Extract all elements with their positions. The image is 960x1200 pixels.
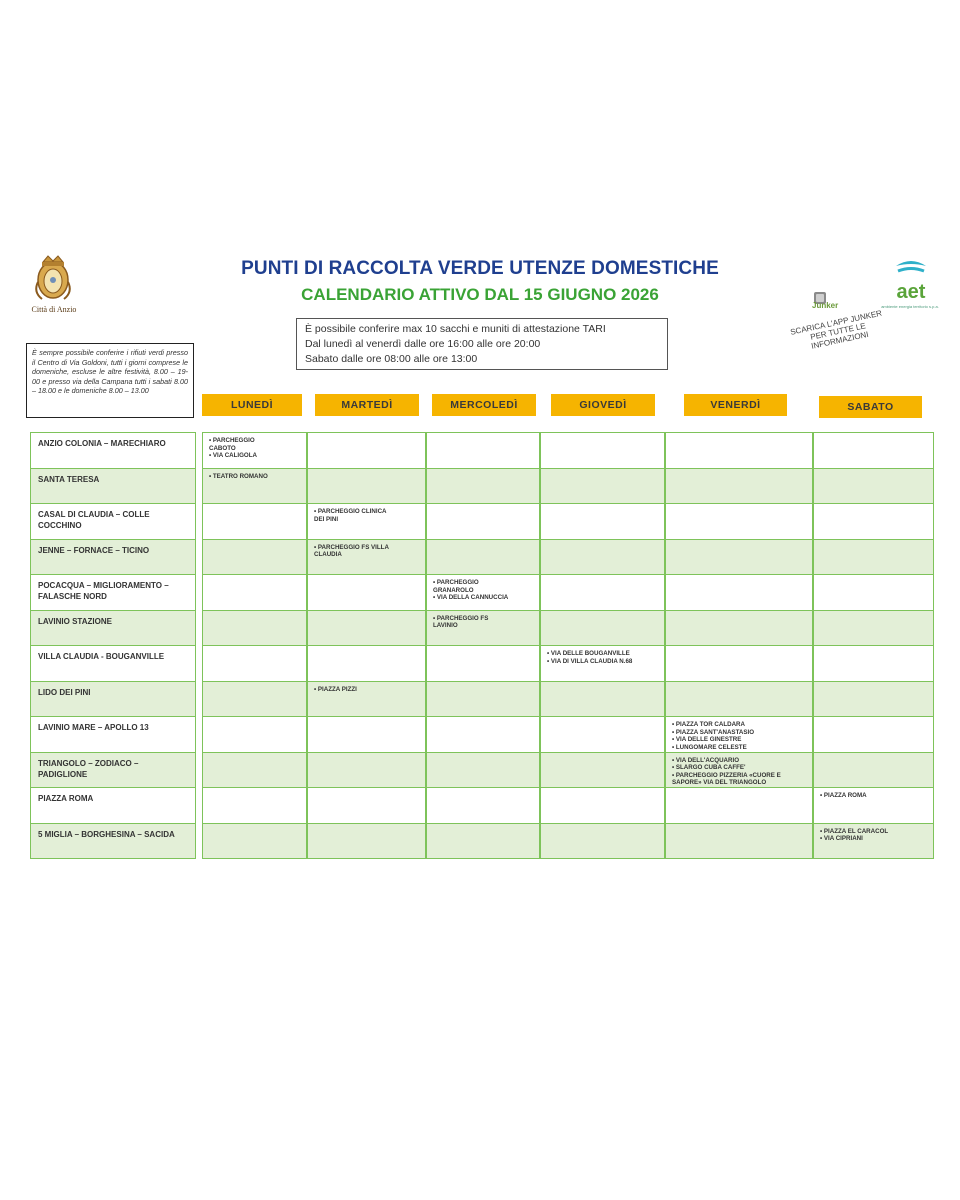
schedule-cell bbox=[202, 823, 307, 860]
zone-cell bbox=[30, 468, 196, 505]
collection-point: • PARCHEGGIO bbox=[209, 437, 255, 444]
schedule-cell bbox=[307, 645, 426, 682]
collection-point: • LUNGOMARE CELESTE bbox=[672, 743, 747, 751]
day-header-tuesday: MARTEDÌ bbox=[315, 394, 419, 416]
schedule-cell bbox=[426, 468, 540, 505]
zone-name: CASAL DI CLAUDIA – COLLE COCCHINO bbox=[38, 510, 150, 530]
collection-point: • PIAZZA TOR CALDARA bbox=[672, 721, 745, 728]
collection-point: • TEATRO ROMANO bbox=[209, 472, 268, 480]
collection-point: GRANAROLO bbox=[433, 586, 474, 594]
collection-point: • PARCHEGGIO FS VILLA bbox=[314, 543, 389, 551]
info-line-limit: È possibile conferire max 10 sacchi e muniti di attestazione TARI bbox=[305, 323, 606, 335]
schedule-cell bbox=[540, 432, 665, 469]
collection-point: • PIAZZA ROMA bbox=[820, 792, 867, 799]
schedule-cell bbox=[426, 645, 540, 682]
schedule-table bbox=[30, 432, 934, 870]
schedule-cell bbox=[307, 574, 426, 611]
zone-cell bbox=[30, 539, 196, 576]
schedule-cell bbox=[813, 503, 934, 540]
collection-point-list bbox=[547, 650, 632, 665]
schedule-cell bbox=[426, 716, 540, 753]
schedule-cell bbox=[813, 645, 934, 682]
schedule-cell bbox=[202, 716, 307, 753]
collection-point-list bbox=[433, 579, 508, 602]
collection-point: • VIA DELLE BOUGANVILLE bbox=[547, 650, 630, 657]
zone-name: ANZIO COLONIA – MARECHIARO bbox=[38, 439, 166, 448]
collection-point: • PARCHEGGIO bbox=[433, 579, 479, 586]
schedule-cell bbox=[540, 645, 665, 682]
schedule-cell bbox=[813, 681, 934, 718]
schedule-cell bbox=[426, 610, 540, 647]
page-title: PUNTI DI RACCOLTA VERDE UTENZE DOMESTICHE bbox=[241, 258, 719, 279]
schedule-cell bbox=[665, 716, 813, 753]
schedule-cell bbox=[813, 610, 934, 647]
collection-point: • PIAZZA EL CARACOL bbox=[820, 827, 889, 835]
collection-point: DEI PINI bbox=[314, 515, 339, 523]
collection-point: • SLARGO CUBA CAFFE' bbox=[672, 764, 746, 772]
schedule-cell bbox=[426, 752, 540, 789]
schedule-cell bbox=[665, 787, 813, 824]
schedule-cell bbox=[202, 681, 307, 718]
zone-cell bbox=[30, 610, 196, 647]
collection-point-list bbox=[820, 828, 888, 843]
schedule-cell bbox=[813, 752, 934, 789]
schedule-cell bbox=[540, 787, 665, 824]
schedule-cell bbox=[665, 503, 813, 540]
schedule-cell bbox=[665, 539, 813, 576]
zone-name: LAVINIO MARE – APOLLO 13 bbox=[38, 723, 149, 732]
schedule-cell bbox=[307, 681, 426, 718]
schedule-cell bbox=[426, 823, 540, 860]
schedule-cell bbox=[202, 752, 307, 789]
schedule-cell bbox=[813, 468, 934, 505]
schedule-cell bbox=[813, 539, 934, 576]
schedule-cell bbox=[540, 823, 665, 860]
schedule-cell bbox=[665, 610, 813, 647]
schedule-cell bbox=[426, 432, 540, 469]
schedule-cell bbox=[307, 432, 426, 469]
schedule-cell bbox=[813, 432, 934, 469]
junker-logo-text: Junker bbox=[812, 301, 839, 310]
schedule-cell bbox=[665, 823, 813, 860]
schedule-cell bbox=[202, 539, 307, 576]
schedule-cell bbox=[426, 539, 540, 576]
schedule-cell bbox=[665, 432, 813, 469]
zone-cell bbox=[30, 681, 196, 718]
collection-point: • PARCHEGGIO CLINICA bbox=[314, 508, 387, 515]
aet-logo bbox=[888, 258, 934, 304]
aet-logo-text: aet bbox=[896, 281, 926, 303]
schedule-cell bbox=[307, 610, 426, 647]
schedule-cell bbox=[665, 468, 813, 505]
schedule-cell bbox=[665, 645, 813, 682]
schedule-cell bbox=[813, 574, 934, 611]
schedule-cell bbox=[202, 468, 307, 505]
schedule-cell bbox=[307, 503, 426, 540]
zone-name: VILLA CLAUDIA - BOUGANVILLE bbox=[38, 652, 165, 661]
collection-point: • VIA DELLA CANNUCCIA bbox=[433, 594, 509, 602]
collection-point: • VIA DELLE GINESTRE bbox=[672, 736, 742, 744]
zone-name: TRIANGOLO – ZODIACO – PADIGLIONE bbox=[38, 758, 139, 779]
schedule-cell bbox=[540, 574, 665, 611]
zone-cell bbox=[30, 752, 196, 789]
collection-point-list bbox=[820, 792, 867, 800]
collection-point-list bbox=[209, 473, 268, 481]
schedule-cell bbox=[307, 716, 426, 753]
collection-point: • PARCHEGGIO PIZZERIA «CUORE E bbox=[672, 771, 781, 779]
zone-name: LIDO DEI PINI bbox=[38, 687, 91, 697]
zone-name: LAVINIO STAZIONE bbox=[38, 616, 112, 626]
day-header-friday: VENERDÌ bbox=[684, 394, 787, 416]
day-header-thursday: GIOVEDÌ bbox=[551, 394, 655, 416]
schedule-cell bbox=[540, 610, 665, 647]
schedule-cell bbox=[202, 574, 307, 611]
collection-point: • PIAZZA PIZZI bbox=[314, 685, 357, 693]
schedule-cell bbox=[540, 539, 665, 576]
zone-cell bbox=[30, 823, 196, 860]
collection-point: LAVINIO bbox=[433, 622, 458, 630]
green-waste-center-note: È sempre possibile conferire i rifiuti verdi presso il Centro di Via Goldoni, tutti i giorni comprese le domeniche, escluse le altre festività, 8.00 – 19-00 e presso via della Campana tutti i sabati 8.00 – 18.00 e le domeniche 8.00 – 13.00 bbox=[26, 343, 194, 418]
info-box bbox=[296, 318, 668, 370]
schedule-cell bbox=[426, 574, 540, 611]
zone-name: PIAZZA ROMA bbox=[38, 794, 94, 803]
schedule-cell bbox=[665, 574, 813, 611]
schedule-cell bbox=[307, 539, 426, 576]
schedule-cell bbox=[202, 645, 307, 682]
collection-point: • VIA DI VILLA CLAUDIA N.68 bbox=[547, 657, 633, 665]
schedule-cell bbox=[426, 503, 540, 540]
junker-app-note: SCARICA L'APP JUNKER PER TUTTE LE INFORMAZIONI bbox=[789, 308, 883, 351]
day-header-saturday: SABATO bbox=[819, 396, 922, 418]
schedule-cell bbox=[813, 716, 934, 753]
page-subtitle: CALENDARIO ATTIVO DAL 15 GIUGNO 2026 bbox=[301, 285, 659, 304]
collection-point-list bbox=[672, 757, 781, 787]
zone-cell bbox=[30, 716, 196, 753]
schedule-cell bbox=[307, 823, 426, 860]
collection-point: CLAUDIA bbox=[314, 551, 342, 559]
collection-point-list bbox=[672, 721, 754, 751]
zone-name: POCACQUA – MIGLIORAMENTO – FALASCHE NORD bbox=[38, 581, 169, 601]
zone-cell bbox=[30, 432, 196, 469]
collection-point: CABOTO bbox=[209, 444, 236, 452]
schedule-cell bbox=[202, 787, 307, 824]
schedule-cell bbox=[202, 610, 307, 647]
day-header-wednesday: MERCOLEDÌ bbox=[432, 394, 536, 416]
collection-point-list bbox=[314, 544, 389, 559]
city-crest-logo bbox=[30, 252, 76, 304]
collection-point-list bbox=[433, 615, 488, 630]
zone-name: JENNE – FORNACE – TICINO bbox=[38, 545, 150, 555]
zone-cell bbox=[30, 645, 196, 682]
schedule-cell bbox=[813, 823, 934, 860]
schedule-cell bbox=[665, 681, 813, 718]
collection-point: • PARCHEGGIO FS bbox=[433, 614, 489, 622]
city-name: Città di Anzio bbox=[31, 305, 77, 314]
schedule-cell bbox=[540, 503, 665, 540]
schedule-cell bbox=[540, 681, 665, 718]
zone-cell bbox=[30, 503, 196, 540]
schedule-cell bbox=[307, 752, 426, 789]
collection-point: • VIA DELL'ACQUARIO bbox=[672, 756, 740, 764]
collection-point: SAPORE» VIA DEL TRIANGOLO bbox=[672, 779, 767, 787]
day-header-monday: LUNEDÌ bbox=[202, 394, 302, 416]
info-line-weekday-hours: Dal lunedì al venerdì dalle ore 16:00 alle ore 20:00 bbox=[305, 338, 541, 350]
aet-caption: ambiente energia territorio s.p.a. bbox=[881, 304, 939, 309]
schedule-cell bbox=[540, 716, 665, 753]
zone-name: SANTA TERESA bbox=[38, 474, 100, 484]
schedule-cell bbox=[307, 787, 426, 824]
schedule-cell bbox=[813, 787, 934, 824]
zone-cell bbox=[30, 787, 196, 824]
zone-cell bbox=[30, 574, 196, 611]
schedule-cell bbox=[202, 432, 307, 469]
zone-name: 5 MIGLIA – BORGHESINA – SACIDA bbox=[38, 829, 175, 839]
collection-point: • PIAZZA SANT'ANASTASIO bbox=[672, 728, 755, 736]
collection-point-list bbox=[314, 686, 357, 694]
collection-point-list bbox=[209, 437, 257, 460]
collection-point: • VIA CIPRIANI bbox=[820, 835, 863, 843]
schedule-cell bbox=[665, 752, 813, 789]
info-line-saturday-hours: Sabato dalle ore 08:00 alle ore 13:00 bbox=[305, 353, 478, 365]
collection-point: • VIA CALIGOLA bbox=[209, 452, 257, 460]
schedule-cell bbox=[202, 503, 307, 540]
collection-point-list bbox=[314, 508, 387, 523]
schedule-cell bbox=[426, 787, 540, 824]
schedule-cell bbox=[307, 468, 426, 505]
schedule-cell bbox=[426, 681, 540, 718]
schedule-cell bbox=[540, 752, 665, 789]
schedule-cell bbox=[540, 468, 665, 505]
